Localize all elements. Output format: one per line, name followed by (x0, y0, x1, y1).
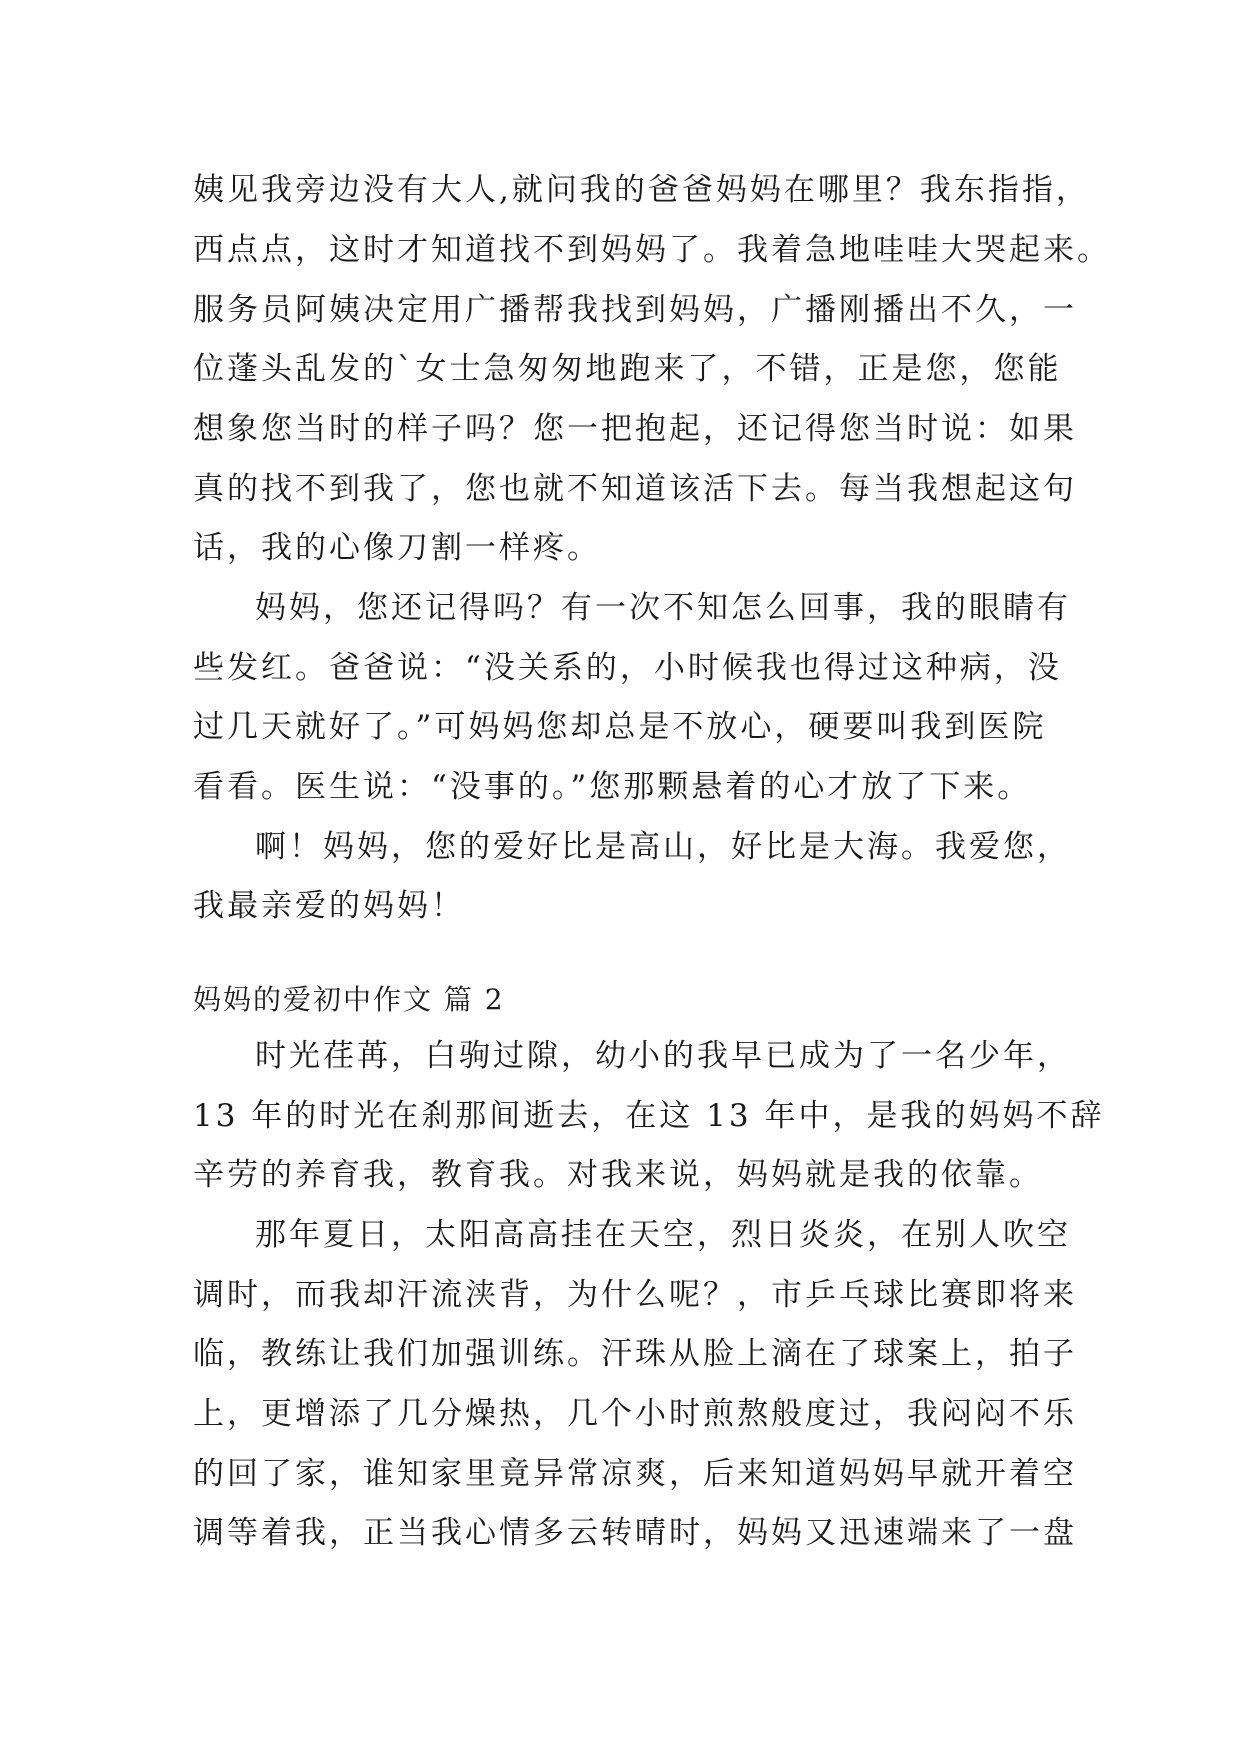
paragraph-3-line-1: 啊！妈妈，您的爱好比是高山，好比是大海。我爱您， (255, 829, 1071, 865)
section-paragraph-2-line-4: 上，更增添了几分燥热，几个小时煎熬般度过，我闷闷不乐 (193, 1396, 1077, 1432)
section-paragraph-1-line-2: 13 年的时光在刹那间逝去，在这 13 年中，是我的妈妈不辞 (193, 1098, 1105, 1134)
section-paragraph-2-line-3: 临，教练让我们加强训练。汗珠从脸上滴在了球案上，拍子 (193, 1336, 1077, 1372)
section-title: 妈妈的爱初中作文 篇 2 (193, 983, 505, 1016)
paragraph-2-line-4: 看看。医生说：“没事的。”您那颗悬着的心才放了下来。 (193, 769, 1032, 805)
paragraph-1-line-3: 服务员阿姨决定用广播帮我找到妈妈，广播刚播出不久，一 (193, 292, 1077, 328)
section-paragraph-2-line-5: 的回了家，谁知家里竟异常凉爽，后来知道妈妈早就开着空 (193, 1456, 1077, 1492)
paragraph-1-line-5: 想象您当时的样子吗？您一把抱起，还记得您当时说：如果 (193, 411, 1077, 447)
paragraph-1-line-7: 话，我的心像刀割一样疼。 (193, 530, 601, 566)
section-paragraph-2-line-6: 调等着我，正当我心情多云转晴时，妈妈又迅速端来了一盘 (193, 1515, 1077, 1551)
paragraph-2-line-2: 些发红。爸爸说：“没关系的，小时候我也得过这种病，没 (193, 650, 1062, 686)
paragraph-1-line-2: 西点点，这时才知道找不到妈妈了。我着急地哇哇大哭起来。 (193, 232, 1111, 268)
section-paragraph-1-line-1: 时光荏苒，白驹过隙，幼小的我早已成为了一名少年， (255, 1038, 1071, 1074)
paragraph-1-line-6: 真的找不到我了，您也就不知道该活下去。每当我想起这句 (193, 471, 1077, 507)
paragraph-1-line-4: 位蓬头乱发的`女士急匆匆地跑来了，不错，正是您，您能 (193, 351, 1062, 387)
section-paragraph-1-line-3: 辛劳的养育我，教育我。对我来说，妈妈就是我的依靠。 (193, 1157, 1043, 1193)
paragraph-3-line-2: 我最亲爱的妈妈！ (193, 888, 465, 924)
section-paragraph-2-line-1: 那年夏日，太阳高高挂在天空，烈日炎炎，在别人吹空 (255, 1217, 1071, 1253)
paragraph-2-line-1: 妈妈，您还记得吗？有一次不知怎么回事，我的眼睛有 (255, 590, 1071, 626)
section-paragraph-2-line-2: 调时，而我却汗流浃背，为什么呢？，市乒乓球比赛即将来 (193, 1277, 1077, 1313)
paragraph-1-line-1: 姨见我旁边没有大人,就问我的爸爸妈妈在哪里？我东指指， (193, 172, 1090, 208)
paragraph-2-line-3: 过几天就好了。”可妈妈您却总是不放心，硬要叫我到医院 (193, 709, 1047, 745)
